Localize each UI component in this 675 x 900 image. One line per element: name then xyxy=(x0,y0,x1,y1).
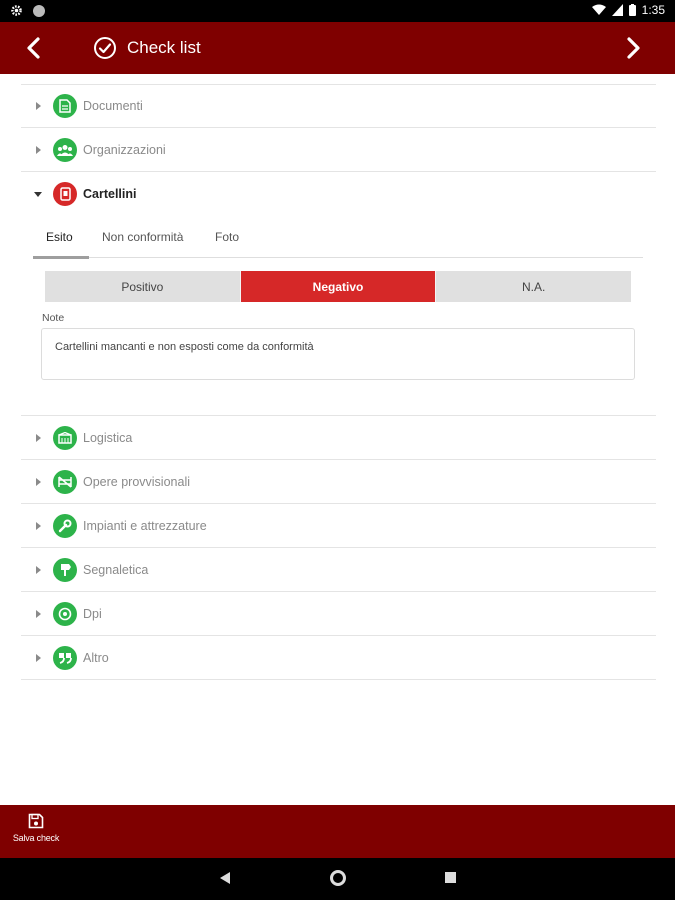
settings-gear-icon xyxy=(10,4,23,17)
expand-arrow-icon xyxy=(36,102,41,110)
page-title: Check list xyxy=(127,38,201,57)
sign-icon xyxy=(53,558,77,582)
selected-tab-indicator xyxy=(33,256,89,259)
checklist-item-label: Opere provvisionali xyxy=(83,474,190,489)
chevron-right-icon[interactable] xyxy=(619,34,647,62)
checklist-item-logistica[interactable] xyxy=(21,416,656,460)
group-icon xyxy=(53,138,77,162)
expand-arrow-icon xyxy=(36,654,41,662)
tab-esito[interactable]: Esito xyxy=(46,230,73,244)
nav-home-icon[interactable] xyxy=(330,870,346,886)
wrench-icon xyxy=(53,514,77,538)
floppy-disk-icon xyxy=(28,813,44,829)
helmet-icon xyxy=(53,602,77,626)
checklist-item-impianti[interactable] xyxy=(21,504,656,548)
checklist-item-altro[interactable] xyxy=(21,636,656,680)
save-check-label: Salva check xyxy=(12,833,60,843)
checklist-item-dpi[interactable] xyxy=(21,592,656,636)
checklist-item-label: Dpi xyxy=(83,606,102,621)
building-icon xyxy=(53,426,77,450)
badge-icon xyxy=(53,182,77,206)
checklist-item-label: Impianti e attrezzature xyxy=(83,518,207,533)
outcome-negativo-button[interactable]: Negativo xyxy=(240,271,436,302)
outcome-positivo-button[interactable]: Positivo xyxy=(45,271,240,302)
check-circle-icon xyxy=(93,36,117,60)
bottom-action-bar xyxy=(0,805,675,858)
app-bar xyxy=(0,22,675,74)
checklist-item-label: Segnaletica xyxy=(83,562,149,577)
checklist-item-label: Organizzazioni xyxy=(83,142,166,157)
expand-arrow-icon xyxy=(36,566,41,574)
notification-dot-icon xyxy=(33,5,45,17)
collapse-arrow-icon xyxy=(34,192,42,197)
tab-foto[interactable]: Foto xyxy=(215,230,240,244)
checklist xyxy=(21,84,656,680)
expand-arrow-icon xyxy=(36,522,41,530)
checklist-item-documenti[interactable] xyxy=(21,84,656,128)
expand-arrow-icon xyxy=(36,610,41,618)
checklist-item-label: Documenti xyxy=(83,99,143,113)
status-bar xyxy=(0,0,675,22)
nav-recents-icon[interactable] xyxy=(445,872,456,883)
signal-icon xyxy=(612,4,623,16)
note-field[interactable]: Cartellini mancanti e non esposti come da conformità xyxy=(41,328,635,380)
expand-arrow-icon xyxy=(36,146,41,154)
quote-icon xyxy=(53,646,77,670)
app-title-group xyxy=(93,36,201,60)
checklist-item-organizzazioni[interactable] xyxy=(21,128,656,172)
system-nav-bar xyxy=(0,858,675,900)
wifi-icon xyxy=(592,4,606,16)
note-label: Note xyxy=(42,312,65,324)
outcome-na-button[interactable]: N.A. xyxy=(435,271,631,302)
status-time: 1:35 xyxy=(641,3,665,17)
checklist-item-details xyxy=(21,216,656,416)
save-check-button[interactable] xyxy=(10,813,62,853)
checklist-item-label: Altro xyxy=(83,650,109,665)
checklist-item-label: Cartellini xyxy=(83,187,137,201)
checklist-item-label: Logistica xyxy=(83,430,133,445)
tab-non-conformita[interactable]: Non conformità xyxy=(102,230,184,244)
document-icon xyxy=(53,94,77,118)
chevron-left-icon[interactable] xyxy=(20,34,48,62)
outcome-selector xyxy=(45,271,631,302)
detail-tabs xyxy=(33,216,643,258)
checklist-item-cartellini[interactable] xyxy=(21,172,656,216)
nav-back-icon[interactable] xyxy=(220,872,230,884)
scaffold-icon xyxy=(53,470,77,494)
checklist-item-segnaletica[interactable] xyxy=(21,548,656,592)
expand-arrow-icon xyxy=(36,434,41,442)
battery-icon xyxy=(629,4,636,16)
checklist-item-opere-provvisionali[interactable] xyxy=(21,460,656,504)
expand-arrow-icon xyxy=(36,478,41,486)
